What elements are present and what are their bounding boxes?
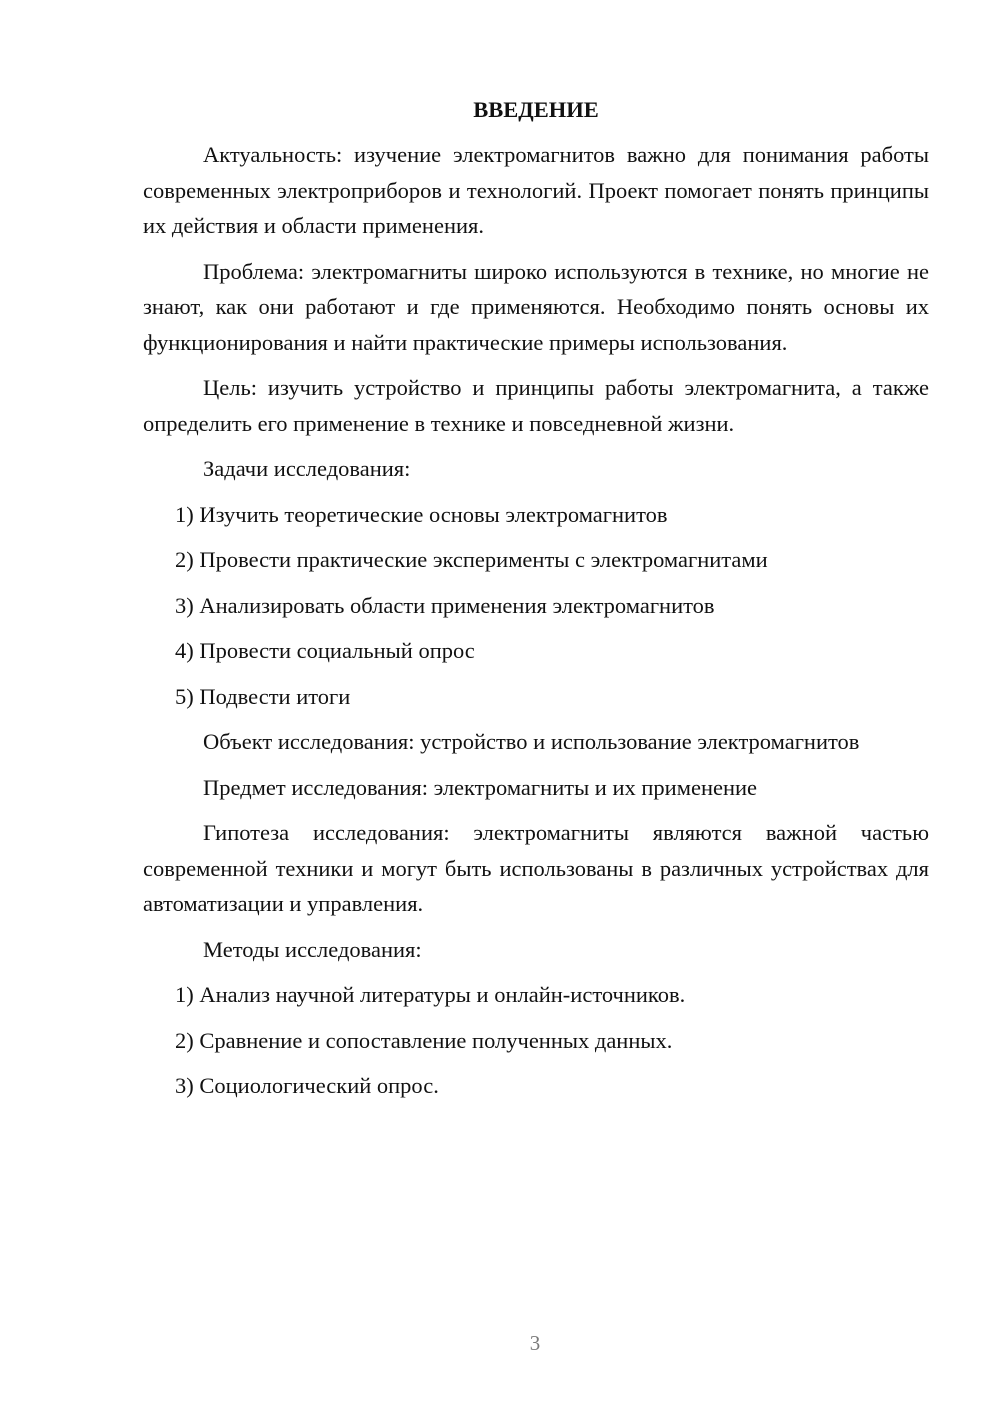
method-item-1: 1) Анализ научной литературы и онлайн-источников. — [175, 982, 686, 1007]
task-item-5: 5) Подвести итоги — [175, 683, 351, 709]
goal-paragraph: Цель: изучить устройство и принципы работы электромагнита, а также определить его применение в технике и повседневной жизни. — [143, 375, 929, 436]
method-item-2: 2) Сравнение и сопоставление полученных данных. — [175, 1027, 673, 1053]
task-item-4: 4) Провести социальный опрос — [175, 638, 475, 663]
problem-paragraph: Проблема: электромагниты широко используются в технике, но многие не знают, как они работают и где применяются. Необходимо понять основы их функционирования и найти практические примеры использования. — [143, 258, 929, 355]
relevance-paragraph: Актуальность: изучение электромагнитов важно для понимания работы современных электроприборов и технологий. Проект помогает понять принципы их действия и области применения. — [143, 142, 929, 238]
hypothesis-paragraph: Гипотеза исследования: электромагниты являются важной частью современной техники и могут быть использованы в различных устройствах для автоматизации и управления. — [143, 820, 929, 916]
task-item-2: 2) Провести практические эксперименты с электромагнитами — [175, 547, 768, 572]
methods-label: Методы исследования: — [203, 936, 422, 962]
section-title: ВВЕДЕНИЕ — [473, 97, 599, 122]
tasks-label: Задачи исследования: — [203, 456, 411, 481]
object-paragraph: Объект исследования: устройство и использование электромагнитов — [203, 729, 860, 754]
subject-paragraph: Предмет исследования: электромагниты и их применение — [203, 774, 758, 800]
method-item-3: 3) Социологический опрос. — [175, 1073, 439, 1098]
page-number: 3 — [529, 1331, 541, 1355]
document-page — [143, 92, 929, 1114]
task-item-3: 3) Анализировать области применения электромагнитов — [175, 592, 715, 618]
task-item-1: 1) Изучить теоретические основы электромагнитов — [175, 501, 668, 527]
